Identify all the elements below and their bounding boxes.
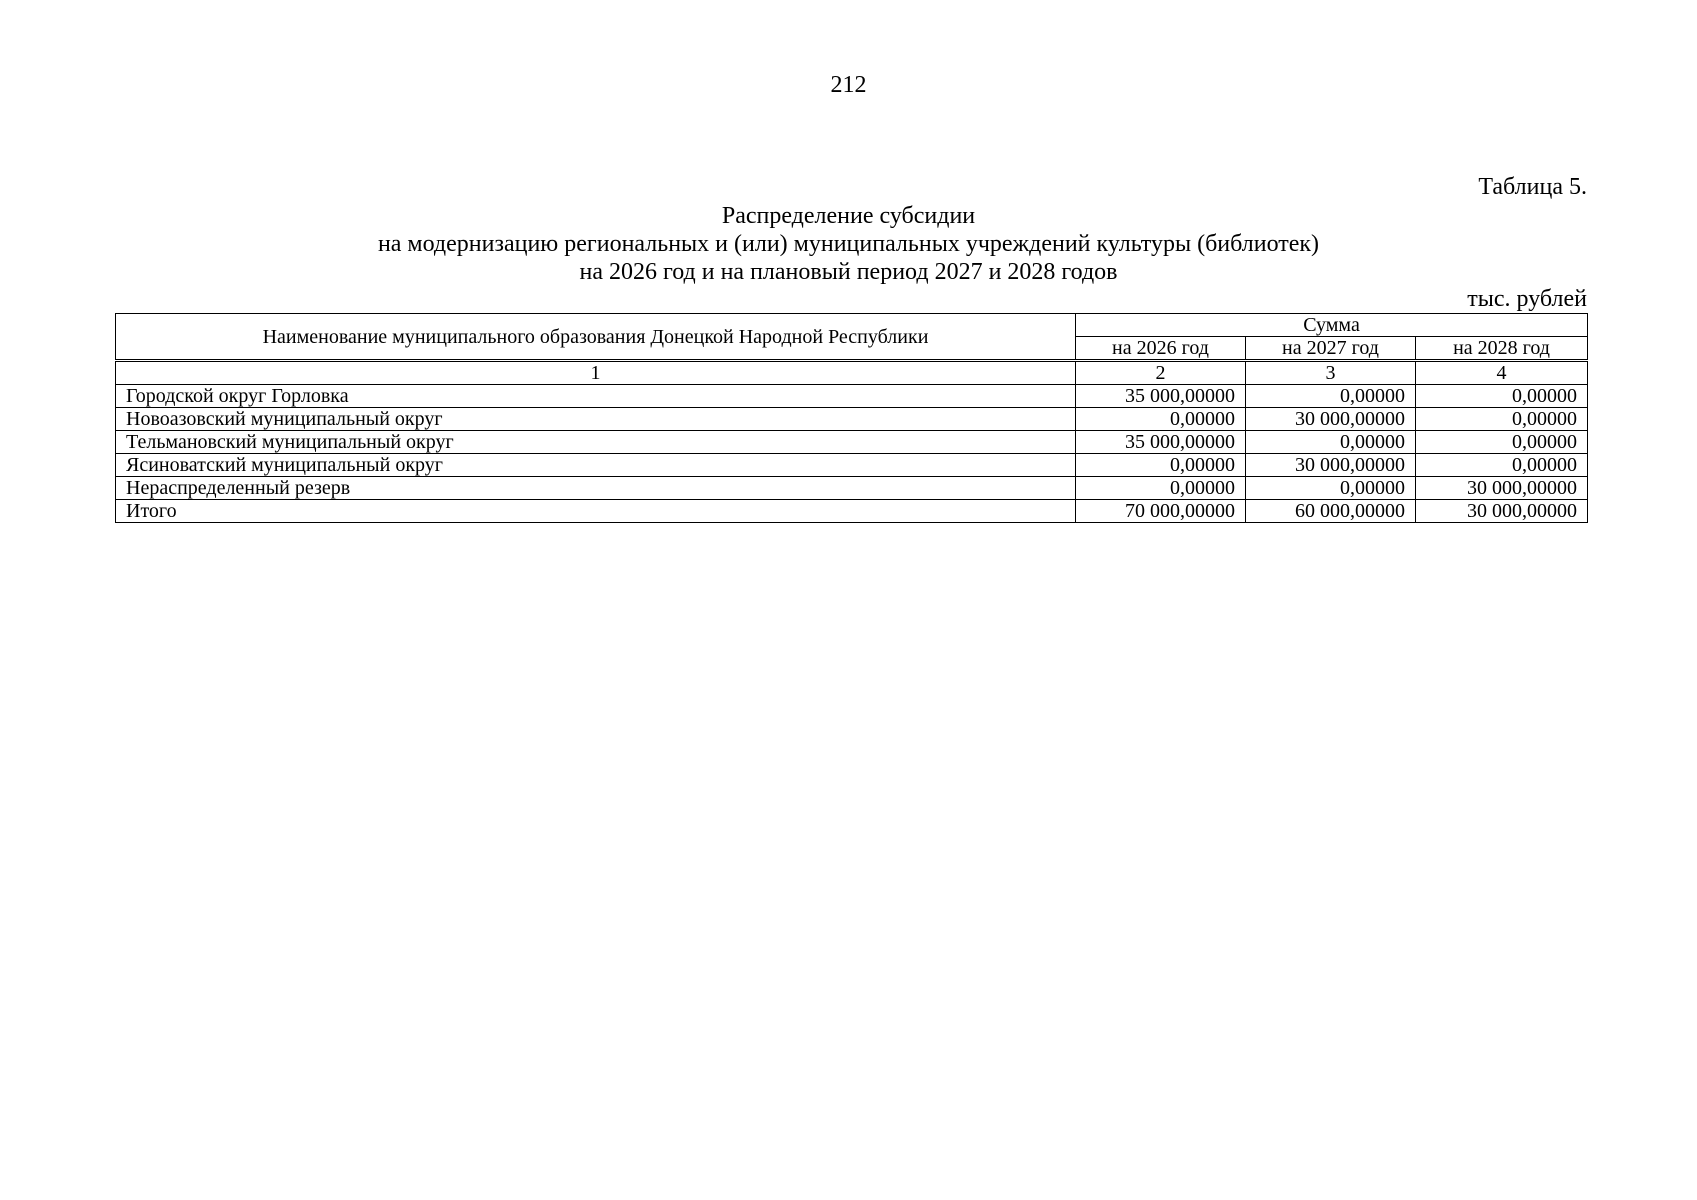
table-row: [116, 385, 1588, 408]
page-number: 212: [830, 72, 867, 98]
row-name: Нераспределенный резерв: [116, 477, 1076, 500]
units-label: тыс. рублей: [1467, 286, 1587, 312]
row-name: Ясиноватский муниципальный округ: [116, 454, 1076, 477]
column-number: 3: [1246, 361, 1416, 385]
row-value-2028: 0,00000: [1416, 385, 1588, 408]
table-header: [116, 314, 1588, 361]
header-sum: Сумма: [1076, 314, 1588, 337]
column-number-row: [116, 361, 1588, 385]
subsidy-table: [115, 313, 1588, 523]
table-row-total: [116, 500, 1588, 523]
row-value-2028: 30 000,00000: [1416, 477, 1588, 500]
row-value-2026: 0,00000: [1076, 408, 1246, 431]
header-year-2026: на 2026 год: [1076, 337, 1246, 361]
column-number: 1: [116, 361, 1076, 385]
table-row: [116, 477, 1588, 500]
row-value-2028: 30 000,00000: [1416, 500, 1588, 523]
title-line-1: Распределение субсидии: [721, 203, 976, 229]
column-number: 2: [1076, 361, 1246, 385]
row-value-2027: 30 000,00000: [1246, 454, 1416, 477]
row-value-2027: 0,00000: [1246, 477, 1416, 500]
header-year-2027: на 2027 год: [1246, 337, 1416, 361]
row-value-2027: 30 000,00000: [1246, 408, 1416, 431]
row-value-2026: 0,00000: [1076, 477, 1246, 500]
table-row: [116, 408, 1588, 431]
title-line-2: на модернизацию региональных и (или) муниципальных учреждений культуры (библиотек): [377, 231, 1320, 257]
table-body: [116, 361, 1588, 523]
row-value-2027: 60 000,00000: [1246, 500, 1416, 523]
subsidy-table-container: [115, 313, 1587, 523]
row-name: Городской округ Горловка: [116, 385, 1076, 408]
document-title: [0, 202, 1697, 286]
header-municipality: Наименование муниципального образования Донецкой Народной Республики: [116, 314, 1076, 361]
column-number: 4: [1416, 361, 1588, 385]
row-value-2028: 0,00000: [1416, 454, 1588, 477]
row-value-2026: 35 000,00000: [1076, 431, 1246, 454]
row-value-2028: 0,00000: [1416, 431, 1588, 454]
row-value-2027: 0,00000: [1246, 385, 1416, 408]
row-name: Новоазовский муниципальный округ: [116, 408, 1076, 431]
header-year-2028: на 2028 год: [1416, 337, 1588, 361]
title-line-3: на 2026 год и на плановый период 2027 и 2028 годов: [579, 259, 1118, 285]
row-name: Итого: [116, 500, 1076, 523]
row-value-2028: 0,00000: [1416, 408, 1588, 431]
table-row: [116, 431, 1588, 454]
table-row: [116, 454, 1588, 477]
row-value-2026: 70 000,00000: [1076, 500, 1246, 523]
row-value-2027: 0,00000: [1246, 431, 1416, 454]
row-name: Тельмановский муниципальный округ: [116, 431, 1076, 454]
row-value-2026: 0,00000: [1076, 454, 1246, 477]
table-label: Таблица 5.: [1478, 174, 1587, 200]
row-value-2026: 35 000,00000: [1076, 385, 1246, 408]
